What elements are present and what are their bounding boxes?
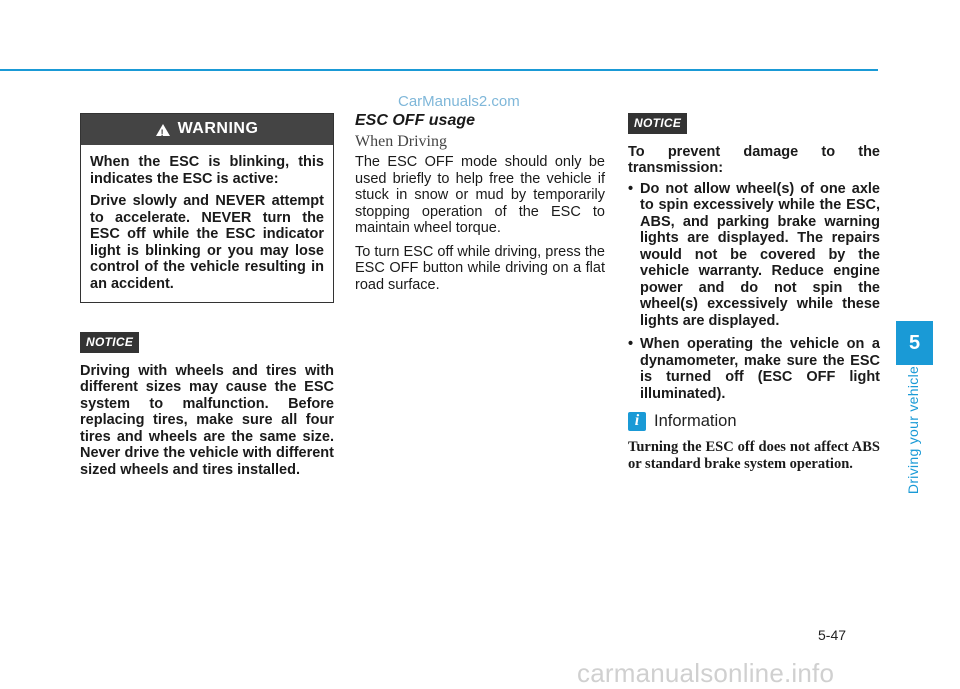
body-paragraph: The ESC OFF mode should only be used briefly to help free the vehicle if stuck in snow or mud by temporarily stopping operation of the ESC to maintain wheel torque. xyxy=(355,154,605,236)
list-item: • When operating the vehicle on a dynamometer, make sure the ESC is turned off (ESC OFF light illuminated). xyxy=(628,336,880,402)
information-title: Information xyxy=(654,412,737,431)
watermark-bottom: carmanualsonline.info xyxy=(577,658,835,688)
notice-badge: NOTICE xyxy=(80,332,139,353)
notice-wrapper xyxy=(80,332,334,353)
column-middle xyxy=(355,113,605,300)
column-left xyxy=(80,113,334,478)
watermark-top: CarManuals2.com xyxy=(398,93,520,110)
body-paragraph: To turn ESC off while driving, press the ESC OFF button while driving on a flat road surface. xyxy=(355,243,605,293)
chapter-number: 5 xyxy=(908,331,921,354)
section-heading: ESC OFF usage xyxy=(355,112,476,129)
notice-badge: NOTICE xyxy=(628,113,687,134)
warning-header xyxy=(81,114,333,145)
notice-text: Driving with wheels and tires with different sizes may cause the ESC system to malfunction. Before replacing tires, make sure all four tires and wheels are the same size. Never drive the vehicle with different sized wheels and tires installed. xyxy=(80,362,334,478)
header-rule xyxy=(0,69,878,71)
list-item: • Do not allow wheel(s) of one axle to spin excessively while the ESC, ABS, and parking brake warning lights are displayed. The repairs would not be covered by the vehicle warranty. Reduce engine power and do not spin the wheel(s) excessively while these lights are displayed. xyxy=(628,181,880,330)
warning-body xyxy=(81,145,333,302)
chapter-tab xyxy=(896,321,933,365)
warning-paragraph: Drive slowly and NEVER attempt to accelerate. NEVER turn the ESC off while the ESC indicator light is blinking or you may lose control of the vehicle resulting in an accident. xyxy=(90,193,324,292)
information-text: Turning the ESC off does not affect ABS or standard brake system operation. xyxy=(628,439,880,472)
warning-box xyxy=(80,113,334,303)
warning-icon xyxy=(156,124,170,136)
notice-wrapper xyxy=(628,113,880,134)
information-header xyxy=(628,412,880,431)
notice-intro: To prevent damage to the transmission: xyxy=(628,143,880,176)
chapter-label: Driving your vehicle xyxy=(905,365,921,495)
warning-title: WARNING xyxy=(177,120,259,138)
page-number: 5-47 xyxy=(818,627,847,643)
chapter-label-container xyxy=(898,365,928,502)
warning-paragraph: When the ESC is blinking, this indicates the ESC is active: xyxy=(90,154,324,187)
section-subheading: When Driving xyxy=(355,132,447,150)
column-right xyxy=(628,113,880,473)
notice-bullet-list xyxy=(628,181,880,403)
info-icon: i xyxy=(628,412,646,431)
